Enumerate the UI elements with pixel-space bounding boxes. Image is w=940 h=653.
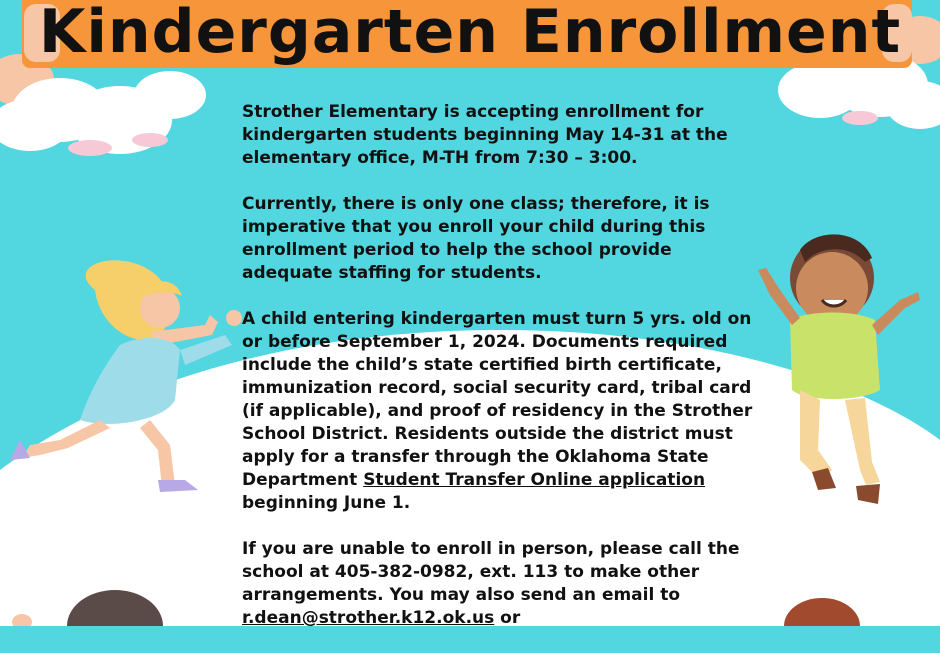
- requirements-text: A child entering kindergarten must turn 5 yrs. old on or before September 1, 2024. Documents required include the child’s state certified birth certificate, immunization record, social security card, tribal card (if applicable), and proof of residency in the Strother School District. Residents outside the district must apply for a transfer through the Oklahoma State Department: [242, 309, 753, 490]
- contact-paragraph: [242, 538, 762, 630]
- requirements-text-end: beginning June 1.: [242, 493, 411, 513]
- page-title: Kindergarten Enrollment: [38, 0, 902, 67]
- contact-text: If you are unable to enroll in person, please call the school at 405-382-0982, ext. 113 to make other arrangements. You may also send an email to: [242, 539, 740, 605]
- email-link[interactable]: r.dean@strother.k12.ok.us: [242, 608, 495, 628]
- class-notice-paragraph: Currently, there is only one class; therefore, it is imperative that you enroll your child during this enrollment period to help the school provide adequate staffing for students.: [242, 194, 710, 283]
- contact-text-end: or: [494, 608, 521, 628]
- requirements-paragraph: [242, 308, 762, 515]
- enrollment-details: [242, 101, 762, 653]
- student-transfer-link[interactable]: Student Transfer Online application: [363, 470, 706, 490]
- enrollment-dates-paragraph: Strother Elementary is accepting enrollment for kindergarten students beginning May 14-31 at the elementary office, M-TH from 7:30 – 3:00.: [242, 102, 728, 168]
